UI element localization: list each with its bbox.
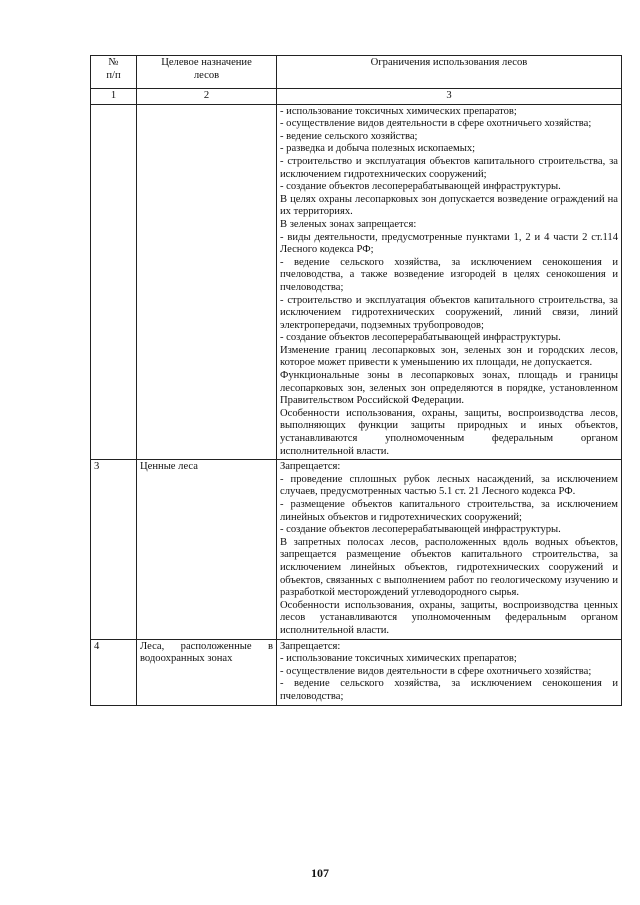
restriction-line: - ведение сельского хозяйства, за исключением сенокошения и пчеловодства; xyxy=(280,678,618,702)
restriction-line: Особенности использования, охраны, защиты, воспроизводства лесов, выполняющих функции защиты природных и иных объектов, устанавливаются уполномоченным федеральным органом исполнительной власти. xyxy=(280,407,618,457)
row-number: 4 xyxy=(91,639,137,705)
row-number: 3 xyxy=(91,460,137,639)
restrictions-cell xyxy=(277,460,622,639)
restriction-line: Функциональные зоны в лесопарковых зонах, площадь и границы лесопарковых зон, зеленых зон определяются в порядке, установленном Правительством Российской Федерации. xyxy=(280,370,618,407)
restriction-line: Запрещается: xyxy=(280,461,341,473)
restriction-line: - использование токсичных химических препаратов; xyxy=(280,653,517,665)
restriction-line: - осуществление видов деятельности в сфере охотничьего хозяйства; xyxy=(280,118,592,130)
restriction-line: - создание объектов лесоперерабатывающей инфраструктуры. xyxy=(280,181,561,193)
header-purpose: Целевое назначение лесов xyxy=(137,56,277,89)
restriction-line: - виды деятельности, предусмотренные пунктами 1, 2 и 4 части 2 ст.114 Лесного кодекса РФ; xyxy=(280,231,618,256)
index-cell: 1 xyxy=(91,89,137,105)
index-cell: 2 xyxy=(137,89,277,105)
restriction-line: В целях охраны лесопарковых зон допускается возведение ограждений на их территориях. xyxy=(280,193,618,218)
restriction-line: - строительство и эксплуатация объектов капитального строительства, за исключением гидротехнических сооружений; xyxy=(280,155,618,180)
forest-purpose xyxy=(137,460,277,639)
restriction-line: - осуществление видов деятельности в сфере охотничьего хозяйства; xyxy=(280,665,592,677)
restriction-line: - использование токсичных химических препаратов; xyxy=(280,105,517,117)
restriction-line: - размещение объектов капитального строительства, за исключением линейных объектов и гидротехнических сооружений; xyxy=(280,499,618,523)
index-cell: 3 xyxy=(277,89,622,105)
index-row xyxy=(91,89,622,105)
restriction-line: Запрещается: xyxy=(280,640,341,652)
forest-restrictions-table xyxy=(90,55,622,706)
restrictions-cell xyxy=(277,104,622,460)
forest-purpose xyxy=(137,104,277,460)
restriction-line: - создание объектов лесоперерабатывающей инфраструктуры. xyxy=(280,332,561,344)
header-num: № п/п xyxy=(91,56,137,89)
restriction-line: Особенности использования, охраны, защиты, воспроизводства ценных лесов устанавливаются уполномоченным федеральным органом исполнительной власти. xyxy=(280,599,618,636)
restriction-line: - строительство и эксплуатация объектов капитального строительства, за исключением гидротехнических сооружений, линий связи, линий электропередачи, подземных трубопроводов; xyxy=(280,294,618,331)
restriction-line: - создание объектов лесоперерабатывающей инфраструктуры. xyxy=(280,524,561,536)
page-number: 107 xyxy=(311,866,329,880)
purpose-text: Леса, расположенные в водоохранных зонах xyxy=(140,640,273,665)
table-row xyxy=(91,460,622,639)
row-number xyxy=(91,104,137,460)
restriction-line: - ведение сельского хозяйства; xyxy=(280,130,418,142)
header-row xyxy=(91,56,622,89)
table-row xyxy=(91,104,622,460)
forest-purpose xyxy=(137,639,277,705)
restriction-line: - проведение сплошных рубок лесных насаждений, за исключением случаев, предусмотренных частью 5.1 ст. 21 Лесного кодекса РФ. xyxy=(280,473,618,498)
header-restrictions: Ограничения использования лесов xyxy=(277,56,622,89)
restriction-line: - ведение сельского хозяйства, за исключением сенокошения и пчеловодства, а также возведение изгородей в целях сенокошения и пчеловодства; xyxy=(280,256,618,293)
restrictions-cell xyxy=(277,639,622,705)
table-row xyxy=(91,639,622,705)
purpose-text: Ценные леса xyxy=(140,461,198,473)
restriction-line: В запретных полосах лесов, расположенных вдоль водных объектов, запрещается размещение объектов капитального строительства, за исключением линейных объектов, гидротехнических сооружений и объектов, связанных с выполнением работ по геологическому изучению и разработкой месторождений углеводородного сырья. xyxy=(280,536,618,599)
restriction-line: - разведка и добыча полезных ископаемых; xyxy=(280,143,476,155)
restriction-line: Изменение границ лесопарковых зон, зеленых зон и городских лесов, которое может привести к уменьшению их площади, не допускается. xyxy=(280,344,618,369)
restriction-line: В зеленых зонах запрещается: xyxy=(280,218,417,230)
